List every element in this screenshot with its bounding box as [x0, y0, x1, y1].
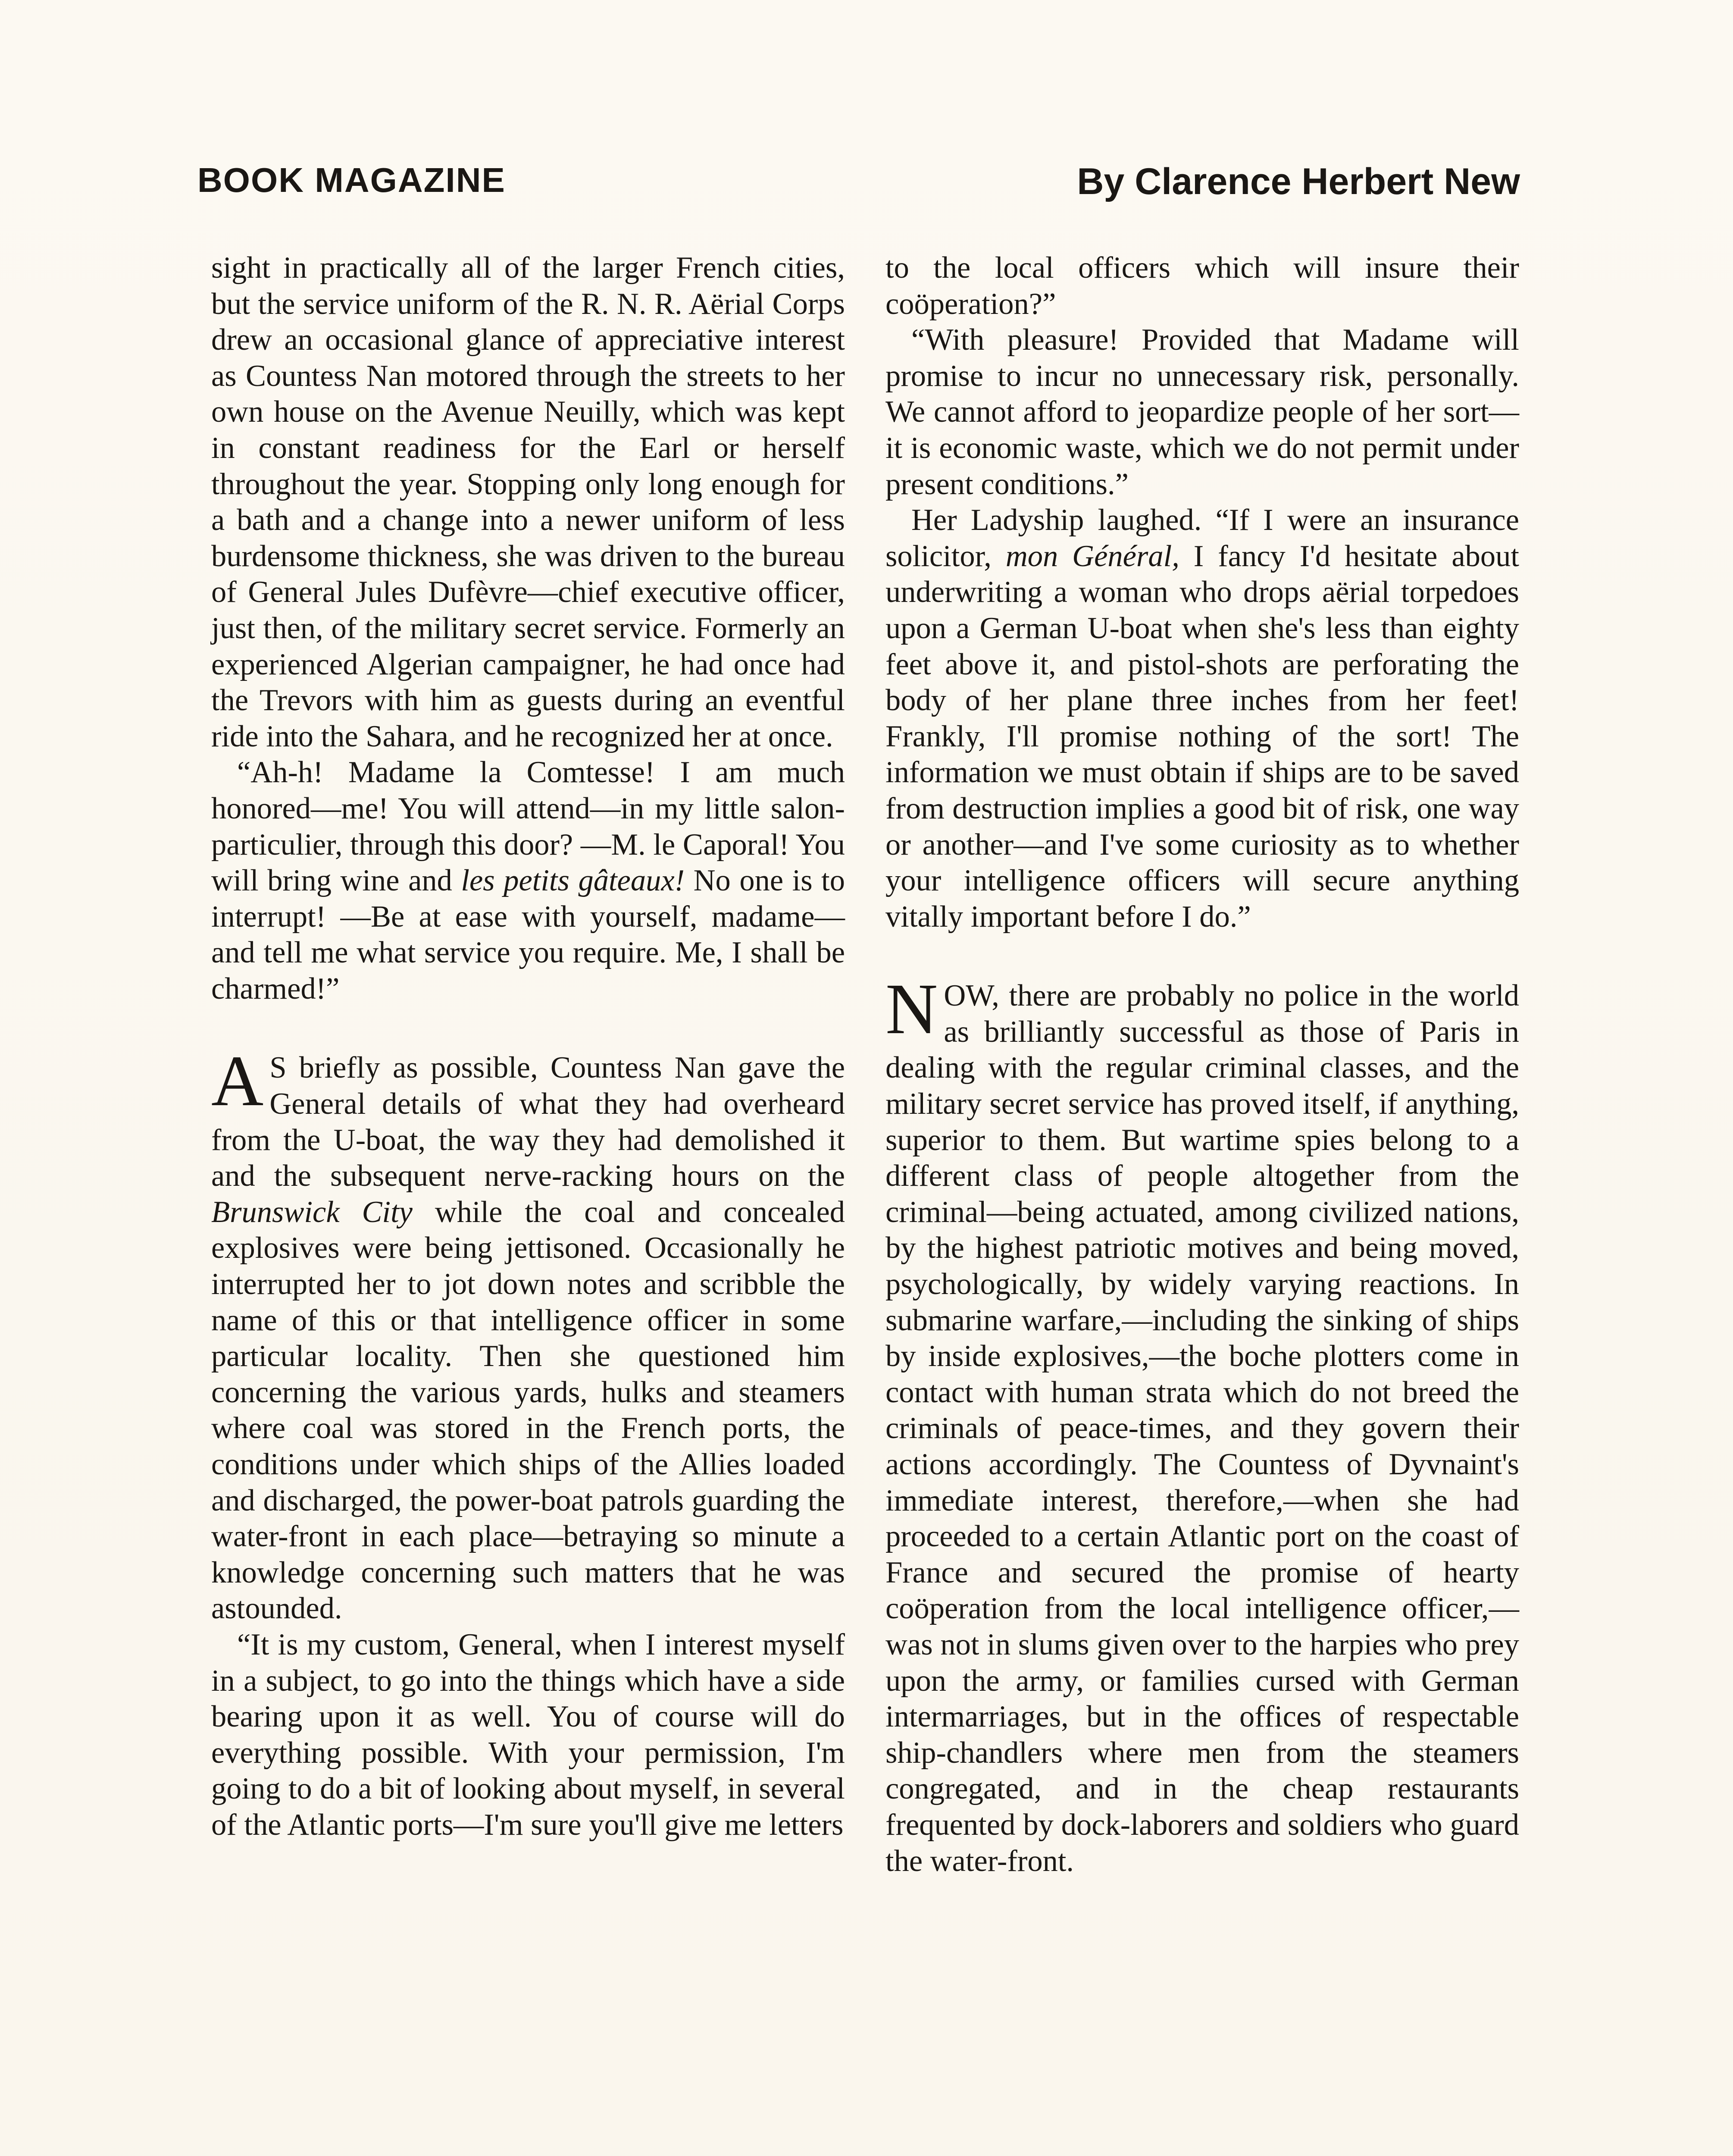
paragraph-text: “Ah-h! Madame la Comtesse! I am much honored—me! You will attend—in my little salon-particulier, through this door? —M. le Caporal! You will bring wine and	[211, 755, 845, 898]
right-column	[885, 250, 1519, 1879]
paragraph: sight in practically all of the larger French cities, but the service uniform of the R. N. R. Aërial Corps drew an occasional glance of appreciative interest as Countess Nan motored through the streets to her own house on the Avenue Neuilly, which was kept in constant readiness for the Earl or herself throughout the year. Stopping only long enough for a bath and a change into a newer uniform of less burdensome thickness, she was driven to the bureau of General Jules Dufèvre—chief executive officer, just then, of the military secret service. Formerly an experienced Algerian campaigner, he had once had the Trevors with him as guests during an eventful ride into the Sahara, and he recognized her at once.	[211, 251, 845, 753]
italic-phrase: les petits gâteaux!	[461, 864, 685, 898]
drop-cap: A	[211, 1041, 264, 1122]
section-paragraph	[885, 969, 1519, 1879]
ship-name: Brunswick City	[211, 1195, 413, 1229]
running-header	[197, 160, 1520, 216]
paragraph: to the local officers which will insure their coöperation?”	[885, 251, 1519, 321]
section-paragraph	[211, 1041, 845, 1627]
paragraph: “It is my custom, General, when I interest myself in a subject, to go into the things which have a side bearing upon it as well. You of course will do everything possible. With your permission, I'm going to do a bit of looking about myself, in several of the Atlantic ports—I'm sure you'll give me letters	[211, 1627, 845, 1842]
paragraph	[885, 502, 1519, 935]
paragraph: “With pleasure! Provided that Madame will promise to incur no unnecessary risk, personally. We cannot afford to jeopardize people of her sort—it is economic waste, which we do not permit under present conditions.”	[885, 323, 1519, 501]
paragraph-text: I fancy I'd hesitate about underwriting a woman who drops aërial torpedoes upon a German U-boat when she's less than eighty feet above it, and pistol-shots are perforating the body of her plane three inches from her feet! Frankly, I'll promise nothing of the sort! The information we must obtain if ships are to be saved from destruction implies a good bit of risk, one way or another—and I've some curiosity as to whether your intelligence officers will secure anything vitally important before I do.”	[885, 539, 1519, 934]
paragraph-text: Her Ladyship laughed. “If I were an insurance solicitor,	[885, 503, 1519, 573]
drop-cap: N	[885, 969, 938, 1050]
paragraph-text: while the coal and concealed explosives were being jettisoned. Occasionally he interrupted her to jot down notes and scribble the name of this or that intelligence officer in some particular locality. Then she questioned him concerning the various yards, hulks and steamers where coal was stored in the French ports, the conditions under which ships of the Allies loaded and discharged, the power-boat patrols guarding the water-front in each place—betraying so minute a knowledge concerning such matters that he was astounded.	[211, 1195, 845, 1626]
italic-phrase: mon Général,	[1005, 539, 1179, 573]
left-column	[211, 250, 845, 1843]
author-byline: By Clarence Herbert New	[1077, 161, 1520, 202]
paragraph-text: OW, there are probably no police in the world as brilliantly successful as those of Paris in dealing with the regular criminal classes, and the military secret service has proved itself, if anything, superior to them. But wartime spies belong to a different class of people altogether from the criminal—being actuated, among civilized nations, by the highest patriotic motives and being moved, psychologically, by widely varying reactions. In submarine warfare,—including the sinking of ships by inside explosives,—the boche plotters come in contact with human strata which do not breed the criminals of peace-times, and they govern their actions accordingly. The Countess of Dyvnaint's immediate interest, therefore,—when she had proceeded to a certain Atlantic port on the coast of France and secured the promise of hearty coöperation from the local intelligence officer,—was not in slums given over to the harpies who prey upon the army, or families cursed with German intermarriages, but in the offices of respectable ship-chandlers where men from the steamers congregated, and in the cheap restaurants frequented by dock-laborers and soldiers who guard the water-front.	[885, 979, 1519, 1878]
magazine-title: BOOK MAGAZINE	[197, 161, 506, 199]
paragraph-text: No one is to interrupt! —Be at ease with yourself, madame—and tell me what service you require. Me, I shall be charmed!”	[211, 864, 845, 1006]
paragraph	[211, 755, 845, 1007]
paragraph-text: S briefly as possible, Countess Nan gave the General details of what they had overheard from the U-boat, the way they had demolished it and the subsequent nerve-racking hours on the	[211, 1051, 845, 1193]
